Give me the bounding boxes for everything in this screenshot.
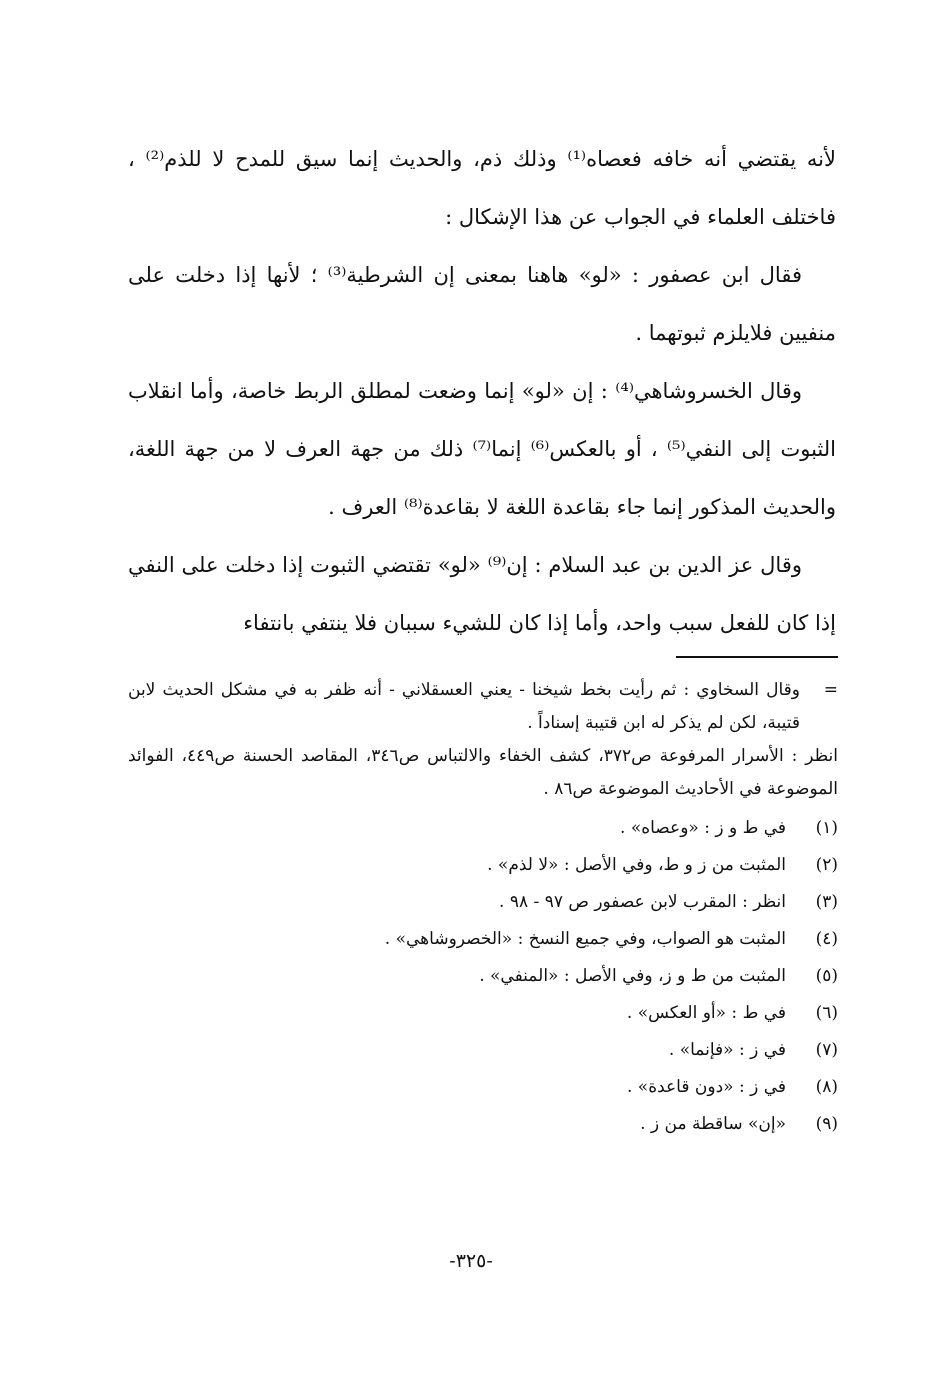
footnote-text: في ط : «أو العكس» . (626, 1003, 786, 1023)
footnote-divider (676, 656, 838, 658)
continuation-marker: = (823, 680, 838, 700)
footnote-number: (٦) (815, 1003, 838, 1023)
footnote-number: (٢) (815, 855, 838, 875)
footnote-item (128, 1106, 838, 1143)
main-text-body (128, 130, 836, 652)
paragraph-2: فقال ابن عصفور : «لو» هاهنا بمعنى إن الشرطية⁽³⁾ ؛ لأنها إذا دخلت على منفيين فلايلزم ثبوتهما . (128, 263, 836, 345)
footnote-text: المثبت هو الصواب، وفي جميع النسخ : «الخصروشاهي» . (384, 929, 786, 949)
footnote-item (128, 995, 838, 1032)
footnote-item (128, 847, 838, 884)
footnote-number: (٨) (815, 1077, 838, 1097)
footnote-number: (٤) (815, 929, 838, 949)
footnote-text: المثبت من ط و ز، وفي الأصل : «المنفي» . (479, 966, 786, 986)
footnote-number: (٣) (815, 892, 838, 912)
continuation-line-1: وقال السخاوي : ثم رأيت بخط شيخنا - يعني العسقلاني - أنه ظفر به في مشكل الحديث لابن قتيبة، لكن لم يذكر له ابن قتيبة إسناداً . (128, 680, 800, 733)
footnote-number: (٧) (815, 1040, 838, 1060)
footnote-item (128, 921, 838, 958)
paragraph-4: وقال عز الدين بن عبد السلام : إن⁽⁹⁾ «لو» تقتضي الثبوت إذا دخلت على النفي إذا كان للفعل سبب واحد، وأما إذا كان للشيء سببان فلا ينتفي بانتفاء (128, 553, 836, 635)
footnote-item (128, 884, 838, 921)
footnote-item (128, 810, 838, 847)
footnote-text: انظر : المقرب لابن عصفور ص ٩٧ - ٩٨ . (499, 892, 786, 912)
continuation-line-2: انظر : الأسرار المرفوعة ص٣٧٢، كشف الخفاء والالتباس ص٣٤٦، المقاصد الحسنة ص٤٤٩، الفوائد الموضوعة في الأحاديث الموضوعة ص٨٦ . (128, 746, 838, 799)
footnote-number: (١) (815, 818, 838, 838)
footnote-item (128, 1032, 838, 1069)
page-number: -٣٢٥- (449, 1250, 493, 1272)
footnote-item (128, 1069, 838, 1106)
footnote-number: (٥) (815, 966, 838, 986)
paragraph-1: لأنه يقتضي أنه خافه فعصاه⁽¹⁾ وذلك ذم، والحديث إنما سيق للمدح لا للذم⁽²⁾ ، فاختلف العلماء في الجواب عن هذا الإشكال : (128, 147, 836, 229)
footnote-text: المثبت من ز و ط، وفي الأصل : «لا لذم» . (487, 855, 786, 875)
footnote-text: في ط و ز : «وعصاه» . (620, 818, 786, 838)
footnote-text: «إن» ساقطة من ز . (640, 1114, 786, 1134)
footnotes-section (128, 674, 838, 1143)
footnote-text: في ز : «دون قاعدة» . (626, 1077, 786, 1097)
footnote-continuation (128, 674, 838, 806)
footnote-number: (٩) (815, 1114, 838, 1134)
footnote-text: في ز : «فإنما» . (668, 1040, 786, 1060)
footnote-continuation-para (128, 674, 838, 740)
footnote-list (128, 810, 838, 1143)
footnote-continuation-para-2 (128, 740, 838, 806)
footnote-item (128, 958, 838, 995)
paragraph-3: وقال الخسروشاهي⁽⁴⁾ : إن «لو» إنما وضعت لمطلق الربط خاصة، وأما انقلاب الثبوت إلى النفي⁽⁵⁾ ، أو بالعكس⁽⁶⁾ إنما⁽⁷⁾ ذلك من جهة العرف لا من جهة اللغة، والحديث المذكور إنما جاء بقاعدة اللغة لا بقاعدة⁽⁸⁾ العرف . (128, 379, 836, 519)
